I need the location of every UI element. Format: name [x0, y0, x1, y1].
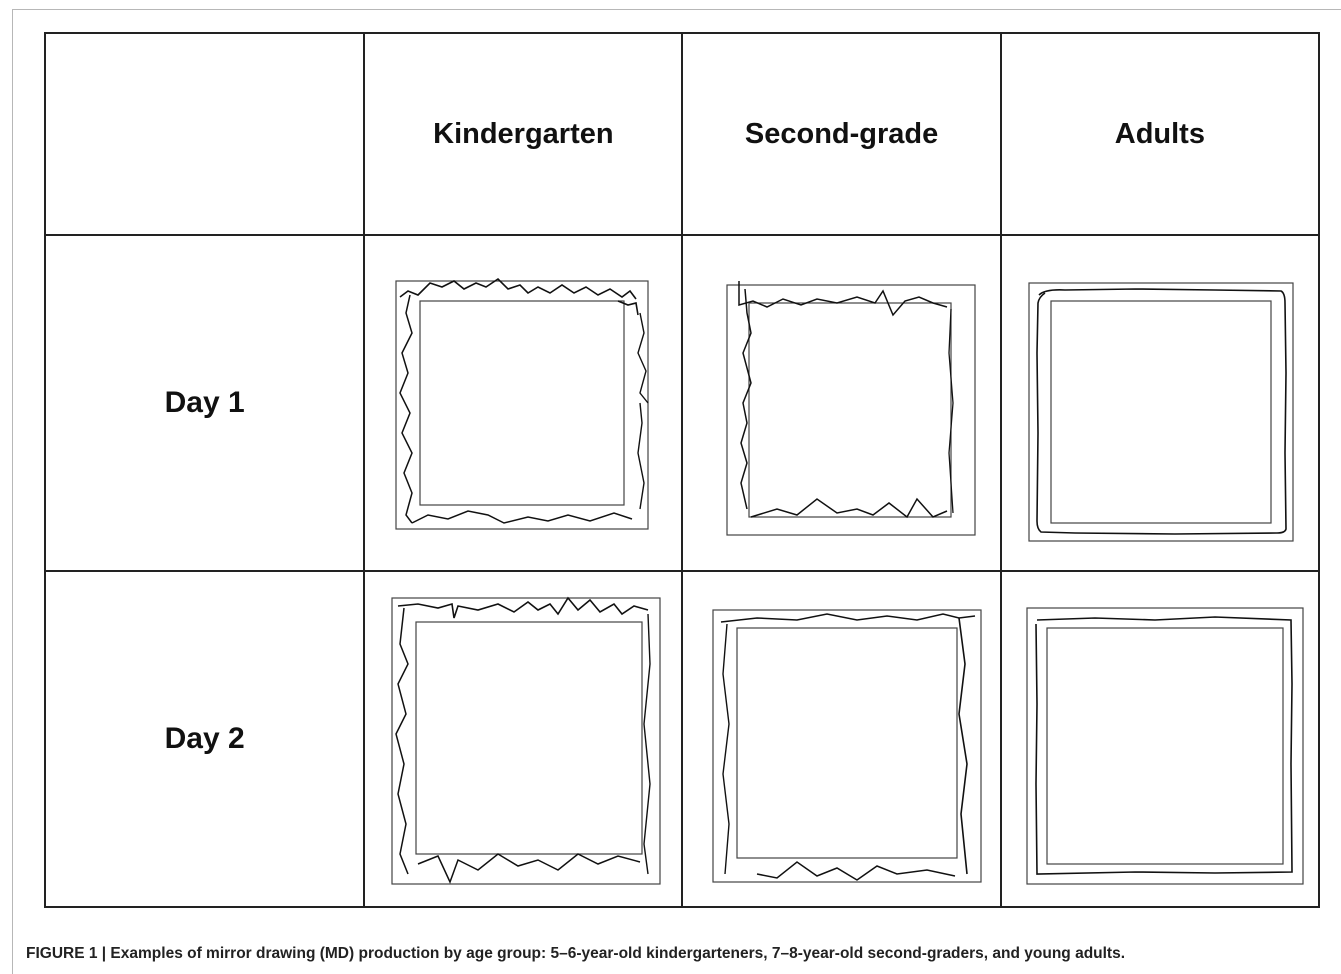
drawing-cell-second-grade-day-1: [682, 235, 1000, 571]
column-header-label: Adults: [1114, 117, 1205, 150]
column-header-kindergarten: [364, 33, 682, 235]
mirror-drawing-adults-day-1: [1015, 253, 1305, 553]
mirror-drawing-kindergarten-day-2: [378, 584, 668, 894]
column-header-second-grade: [682, 33, 1000, 235]
drawing-cell-second-grade-day-2: [682, 571, 1000, 907]
row-header-day-2: [45, 571, 364, 907]
corner-cell: [45, 33, 364, 235]
column-header-label: Second-grade: [744, 117, 939, 150]
column-header-adults: [1001, 33, 1319, 235]
drawing-cell-adults-day-1: [1001, 235, 1319, 571]
row-label: Day 1: [164, 386, 245, 419]
figure-table: [44, 32, 1320, 908]
mirror-drawing-kindergarten-day-1: [378, 253, 668, 553]
mirror-drawing-adults-day-2: [1015, 584, 1305, 894]
drawing-cell-kindergarten-day-2: [364, 571, 682, 907]
row-header-day-1: [45, 235, 364, 571]
column-header-label: Kindergarten: [433, 117, 614, 150]
drawing-cell-kindergarten-day-1: [364, 235, 682, 571]
drawing-cell-adults-day-2: [1001, 571, 1319, 907]
header-row: [45, 33, 1319, 235]
mirror-drawing-second-grade-day-2: [697, 584, 987, 894]
figure-caption: FIGURE 1 | Examples of mirror drawing (MD) production by age group: 5–6-year-old kindergarteners, 7–8-year-old second-graders, and young adults.: [26, 945, 1126, 962]
row-label: Day 2: [164, 722, 245, 755]
day-1-row: [45, 235, 1319, 571]
day-2-row: [45, 571, 1319, 907]
figure-frame-left: [12, 9, 13, 974]
figure-frame-top: [12, 9, 1341, 10]
mirror-drawing-second-grade-day-1: [697, 253, 987, 553]
